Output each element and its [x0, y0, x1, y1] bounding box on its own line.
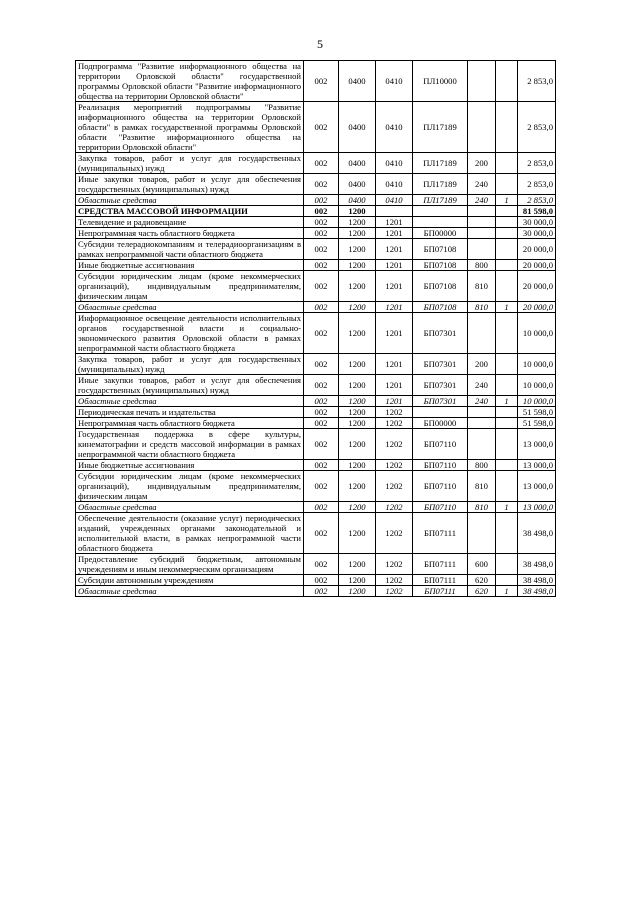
- row-name: Обеспечение деятельности (оказание услуг) периодических изданий, учрежденных органами законодательной и исполнительной власти, в рамках непрограммной части областного бюджета: [76, 513, 304, 554]
- row-amount: 51 598,0: [518, 407, 556, 418]
- row-glava: 002: [304, 102, 339, 153]
- table-row: [76, 575, 556, 586]
- row-amount: 2 853,0: [518, 61, 556, 102]
- row-name: Информационное освещение деятельности исполнительных органов государственной власти и социально-экономического развития Орловской области в рамках непрограммной части областного бюджета: [76, 313, 304, 354]
- row-podrazdel: 1201: [376, 217, 413, 228]
- row-glava: 002: [304, 61, 339, 102]
- row-podrazdel: 0410: [376, 61, 413, 102]
- row-glava: 002: [304, 302, 339, 313]
- row-name: Областные средства: [76, 396, 304, 407]
- row-target-article: ПЛ17189: [413, 174, 468, 195]
- row-name: Иные бюджетные ассигнования: [76, 460, 304, 471]
- table-row: [76, 313, 556, 354]
- row-podrazdel: 0410: [376, 174, 413, 195]
- row-amount: 81 598,0: [518, 206, 556, 217]
- row-name: Иные бюджетные ассигнования: [76, 260, 304, 271]
- row-target-article: БП07110: [413, 460, 468, 471]
- table-row: [76, 206, 556, 217]
- row-podrazdel: 1202: [376, 575, 413, 586]
- row-amount: 38 498,0: [518, 554, 556, 575]
- row-razdel: 1200: [339, 418, 376, 429]
- row-target-article: БП07110: [413, 471, 468, 502]
- table-row: [76, 502, 556, 513]
- row-target-article: [413, 407, 468, 418]
- row-funding-source: [496, 228, 518, 239]
- table-row: [76, 153, 556, 174]
- row-target-article: БП07301: [413, 313, 468, 354]
- row-name: Предоставление субсидий бюджетным, автономным учреждениям и иным некоммерческим организациям: [76, 554, 304, 575]
- row-expense-type: [468, 102, 496, 153]
- row-expense-type: 600: [468, 554, 496, 575]
- row-expense-type: 240: [468, 195, 496, 206]
- row-expense-type: [468, 217, 496, 228]
- row-glava: 002: [304, 239, 339, 260]
- row-podrazdel: 1202: [376, 502, 413, 513]
- row-glava: 002: [304, 429, 339, 460]
- row-glava: 002: [304, 354, 339, 375]
- row-razdel: 0400: [339, 61, 376, 102]
- row-target-article: БП07111: [413, 586, 468, 597]
- row-amount: 38 498,0: [518, 513, 556, 554]
- row-glava: 002: [304, 271, 339, 302]
- table-row: [76, 174, 556, 195]
- row-name: Телевидение и радиовещание: [76, 217, 304, 228]
- row-razdel: 0400: [339, 174, 376, 195]
- row-expense-type: 620: [468, 575, 496, 586]
- row-amount: 10 000,0: [518, 313, 556, 354]
- row-target-article: ПЛ17189: [413, 102, 468, 153]
- row-expense-type: 810: [468, 271, 496, 302]
- row-podrazdel: 1201: [376, 239, 413, 260]
- table-row: [76, 471, 556, 502]
- row-amount: 51 598,0: [518, 418, 556, 429]
- row-expense-type: 810: [468, 471, 496, 502]
- row-amount: 13 000,0: [518, 502, 556, 513]
- table-row: [76, 102, 556, 153]
- row-name: Непрограммная часть областного бюджета: [76, 228, 304, 239]
- row-glava: 002: [304, 554, 339, 575]
- row-podrazdel: 0410: [376, 102, 413, 153]
- row-amount: 20 000,0: [518, 239, 556, 260]
- row-podrazdel: 1201: [376, 375, 413, 396]
- table-body: [76, 61, 556, 597]
- row-expense-type: [468, 313, 496, 354]
- row-target-article: [413, 217, 468, 228]
- row-razdel: 1200: [339, 271, 376, 302]
- table-row: [76, 513, 556, 554]
- row-amount: 38 498,0: [518, 575, 556, 586]
- row-amount: 38 498,0: [518, 586, 556, 597]
- row-funding-source: [496, 460, 518, 471]
- row-razdel: 1200: [339, 460, 376, 471]
- row-amount: 20 000,0: [518, 271, 556, 302]
- row-name: Закупка товаров, работ и услуг для государственных (муниципальных) нужд: [76, 153, 304, 174]
- row-funding-source: [496, 260, 518, 271]
- row-name: Закупка товаров, работ и услуг для государственных (муниципальных) нужд: [76, 354, 304, 375]
- row-name: Субсидии юридическим лицам (кроме некоммерческих организаций), индивидуальным предпринимателям, физическим лицам: [76, 271, 304, 302]
- row-funding-source: 1: [496, 396, 518, 407]
- row-name: Периодическая печать и издательства: [76, 407, 304, 418]
- row-podrazdel: 1201: [376, 228, 413, 239]
- row-funding-source: [496, 239, 518, 260]
- row-funding-source: [496, 418, 518, 429]
- row-glava: 002: [304, 195, 339, 206]
- row-name: Субсидии юридическим лицам (кроме некоммерческих организаций), индивидуальным предпринимателям, физическим лицам: [76, 471, 304, 502]
- row-funding-source: 1: [496, 195, 518, 206]
- row-funding-source: [496, 375, 518, 396]
- row-name: Областные средства: [76, 302, 304, 313]
- row-glava: 002: [304, 260, 339, 271]
- row-razdel: 1200: [339, 313, 376, 354]
- row-name: Областные средства: [76, 502, 304, 513]
- row-target-article: БП07108: [413, 271, 468, 302]
- row-podrazdel: 1201: [376, 313, 413, 354]
- row-razdel: 1200: [339, 502, 376, 513]
- row-target-article: ПЛ17189: [413, 195, 468, 206]
- row-razdel: 1200: [339, 228, 376, 239]
- table-row: [76, 271, 556, 302]
- row-glava: 002: [304, 460, 339, 471]
- row-target-article: БП07111: [413, 513, 468, 554]
- row-expense-type: 240: [468, 174, 496, 195]
- row-amount: 30 000,0: [518, 217, 556, 228]
- row-glava: 002: [304, 407, 339, 418]
- row-funding-source: [496, 153, 518, 174]
- row-expense-type: 800: [468, 260, 496, 271]
- row-glava: 002: [304, 375, 339, 396]
- row-podrazdel: 1202: [376, 513, 413, 554]
- row-glava: 002: [304, 313, 339, 354]
- row-razdel: 1200: [339, 429, 376, 460]
- row-target-article: БП07108: [413, 302, 468, 313]
- table-row: [76, 354, 556, 375]
- row-podrazdel: 1202: [376, 460, 413, 471]
- row-funding-source: [496, 271, 518, 302]
- row-name: Областные средства: [76, 586, 304, 597]
- row-target-article: БП07301: [413, 354, 468, 375]
- row-expense-type: 240: [468, 375, 496, 396]
- row-expense-type: [468, 513, 496, 554]
- table-row: [76, 396, 556, 407]
- row-razdel: 1200: [339, 575, 376, 586]
- row-expense-type: 800: [468, 460, 496, 471]
- row-glava: 002: [304, 153, 339, 174]
- row-podrazdel: 1202: [376, 586, 413, 597]
- row-amount: 13 000,0: [518, 471, 556, 502]
- row-glava: 002: [304, 586, 339, 597]
- table-row: [76, 418, 556, 429]
- row-razdel: 0400: [339, 153, 376, 174]
- row-podrazdel: 0410: [376, 153, 413, 174]
- row-podrazdel: 1202: [376, 471, 413, 502]
- row-razdel: 1200: [339, 513, 376, 554]
- row-razdel: 0400: [339, 102, 376, 153]
- row-podrazdel: 1202: [376, 407, 413, 418]
- row-amount: 2 853,0: [518, 174, 556, 195]
- row-glava: 002: [304, 396, 339, 407]
- row-funding-source: [496, 217, 518, 228]
- row-name: Субсидии автономным учреждениям: [76, 575, 304, 586]
- row-glava: 002: [304, 217, 339, 228]
- table-row: [76, 302, 556, 313]
- row-name: Непрограммная часть областного бюджета: [76, 418, 304, 429]
- table-row: [76, 375, 556, 396]
- row-razdel: 1200: [339, 206, 376, 217]
- row-expense-type: 810: [468, 302, 496, 313]
- row-glava: 002: [304, 502, 339, 513]
- table-row: [76, 586, 556, 597]
- row-funding-source: [496, 471, 518, 502]
- row-target-article: БП07301: [413, 375, 468, 396]
- row-razdel: 1200: [339, 586, 376, 597]
- row-target-article: БП00000: [413, 418, 468, 429]
- row-funding-source: [496, 513, 518, 554]
- row-target-article: [413, 206, 468, 217]
- row-podrazdel: 1201: [376, 354, 413, 375]
- row-funding-source: [496, 174, 518, 195]
- table-row: [76, 429, 556, 460]
- row-expense-type: [468, 429, 496, 460]
- row-razdel: 1200: [339, 375, 376, 396]
- table-row: [76, 61, 556, 102]
- row-razdel: 1200: [339, 239, 376, 260]
- row-razdel: 1200: [339, 471, 376, 502]
- row-name: Реализация мероприятий подпрограммы "Развитие информационного общества на территории Орловской области" в рамках государственной программы Орловской области "Развитие информационного общества на территории Орловской области": [76, 102, 304, 153]
- row-funding-source: [496, 313, 518, 354]
- row-target-article: БП07110: [413, 429, 468, 460]
- table-row: [76, 554, 556, 575]
- row-target-article: БП07110: [413, 502, 468, 513]
- row-expense-type: 810: [468, 502, 496, 513]
- row-podrazdel: 1202: [376, 554, 413, 575]
- row-funding-source: 1: [496, 302, 518, 313]
- row-funding-source: 1: [496, 586, 518, 597]
- row-amount: 10 000,0: [518, 375, 556, 396]
- row-amount: 30 000,0: [518, 228, 556, 239]
- row-podrazdel: 1201: [376, 260, 413, 271]
- row-podrazdel: [376, 206, 413, 217]
- table-row: [76, 195, 556, 206]
- row-podrazdel: 1202: [376, 429, 413, 460]
- row-razdel: 1200: [339, 217, 376, 228]
- row-name: Областные средства: [76, 195, 304, 206]
- row-name: Подпрограмма "Развитие информационного общества на территории Орловской области" государственной программы Орловской области "Развитие информационного общества на территории Орловской области": [76, 61, 304, 102]
- row-razdel: 0400: [339, 195, 376, 206]
- row-amount: 13 000,0: [518, 429, 556, 460]
- row-razdel: 1200: [339, 354, 376, 375]
- row-podrazdel: 1202: [376, 418, 413, 429]
- row-target-article: БП07111: [413, 575, 468, 586]
- row-glava: 002: [304, 174, 339, 195]
- row-funding-source: [496, 102, 518, 153]
- row-target-article: БП07108: [413, 239, 468, 260]
- row-target-article: ПЛ17189: [413, 153, 468, 174]
- row-funding-source: [496, 354, 518, 375]
- row-funding-source: [496, 407, 518, 418]
- row-podrazdel: 1201: [376, 271, 413, 302]
- row-name: Иные закупки товаров, работ и услуг для обеспечения государственных (муниципальных) нужд: [76, 375, 304, 396]
- row-podrazdel: 1201: [376, 396, 413, 407]
- row-amount: 20 000,0: [518, 302, 556, 313]
- row-expense-type: [468, 239, 496, 260]
- row-funding-source: [496, 575, 518, 586]
- row-razdel: 1200: [339, 407, 376, 418]
- row-glava: 002: [304, 418, 339, 429]
- row-expense-type: [468, 418, 496, 429]
- table-row: [76, 228, 556, 239]
- row-amount: 13 000,0: [518, 460, 556, 471]
- row-glava: 002: [304, 206, 339, 217]
- row-funding-source: [496, 61, 518, 102]
- row-funding-source: [496, 206, 518, 217]
- row-expense-type: 200: [468, 153, 496, 174]
- row-amount: 2 853,0: [518, 153, 556, 174]
- row-target-article: ПЛ10000: [413, 61, 468, 102]
- table-row: [76, 260, 556, 271]
- row-razdel: 1200: [339, 260, 376, 271]
- row-name: Государственная поддержка в сфере культуры, кинематографии и средств массовой информации в рамках непрограммной части областного бюджета: [76, 429, 304, 460]
- table-row: [76, 239, 556, 260]
- row-razdel: 1200: [339, 554, 376, 575]
- row-amount: 20 000,0: [518, 260, 556, 271]
- row-expense-type: [468, 206, 496, 217]
- row-target-article: БП07301: [413, 396, 468, 407]
- row-target-article: БП07111: [413, 554, 468, 575]
- row-funding-source: [496, 554, 518, 575]
- row-expense-type: [468, 228, 496, 239]
- row-amount: 10 000,0: [518, 396, 556, 407]
- row-glava: 002: [304, 575, 339, 586]
- row-glava: 002: [304, 471, 339, 502]
- row-target-article: БП00000: [413, 228, 468, 239]
- row-expense-type: 620: [468, 586, 496, 597]
- row-expense-type: [468, 61, 496, 102]
- row-glava: 002: [304, 513, 339, 554]
- row-name: СРЕДСТВА МАССОВОЙ ИНФОРМАЦИИ: [76, 206, 304, 217]
- row-expense-type: 240: [468, 396, 496, 407]
- row-name: Субсидии телерадиокомпаниям и телерадиоорганизациям в рамках непрограммной части областного бюджета: [76, 239, 304, 260]
- row-target-article: БП07108: [413, 260, 468, 271]
- row-amount: 2 853,0: [518, 102, 556, 153]
- row-expense-type: 200: [468, 354, 496, 375]
- row-amount: 10 000,0: [518, 354, 556, 375]
- row-funding-source: 1: [496, 502, 518, 513]
- row-funding-source: [496, 429, 518, 460]
- row-podrazdel: 0410: [376, 195, 413, 206]
- table-row: [76, 460, 556, 471]
- row-name: Иные закупки товаров, работ и услуг для обеспечения государственных (муниципальных) нужд: [76, 174, 304, 195]
- row-amount: 2 853,0: [518, 195, 556, 206]
- row-glava: 002: [304, 228, 339, 239]
- page-number: 5: [317, 37, 323, 51]
- row-razdel: 1200: [339, 302, 376, 313]
- table-row: [76, 217, 556, 228]
- row-podrazdel: 1201: [376, 302, 413, 313]
- budget-table: [75, 60, 556, 597]
- row-razdel: 1200: [339, 396, 376, 407]
- row-expense-type: [468, 407, 496, 418]
- table-row: [76, 407, 556, 418]
